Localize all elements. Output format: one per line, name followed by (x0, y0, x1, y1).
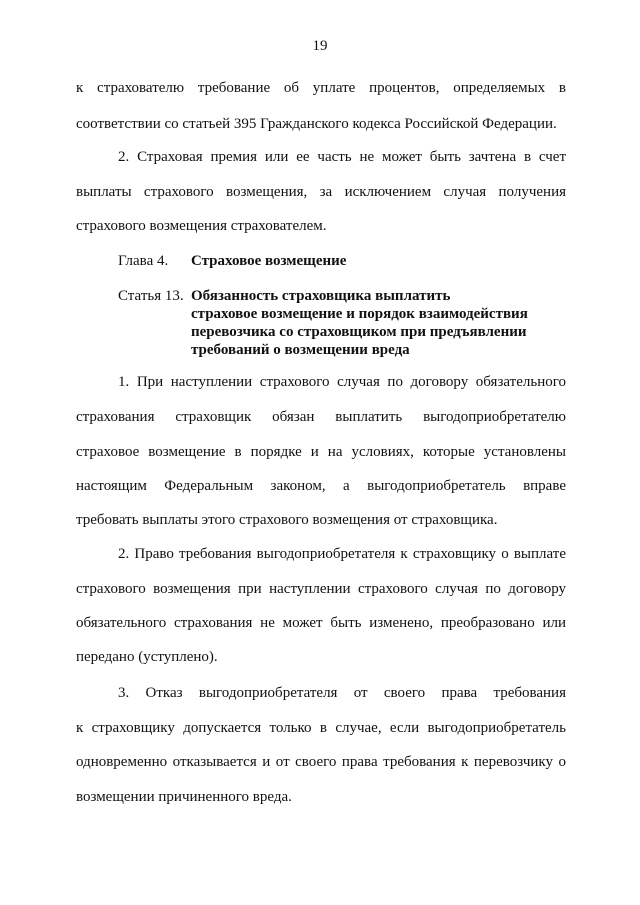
text-line: страхового возмещения страхователем. (76, 218, 327, 234)
chapter-label: Глава 4. (118, 253, 169, 269)
chapter-title: Страховое возмещение (191, 253, 347, 269)
text-line: 3. Отказ выгодоприобретателя от своего права требования (118, 685, 566, 701)
text-line: одновременно отказывается и от своего права требования к перевозчику о (76, 754, 566, 770)
text-line: страхового возмещения при наступлении страхового случая по договору (76, 581, 566, 597)
text-line: обязательного страхования не может быть изменено, преобразовано или (76, 615, 566, 631)
text-line: к страховщику допускается только в случае, если выгодоприобретатель (76, 720, 566, 736)
text-line: настоящим Федеральным законом, а выгодоприобретатель вправе (76, 478, 566, 494)
text-line: к страхователю требование об уплате процентов, определяемых в (76, 80, 566, 96)
text-line: 1. При наступлении страхового случая по договору обязательного (118, 374, 566, 390)
text-line: возмещении причиненного вреда. (76, 789, 292, 805)
text-line: выплаты страхового возмещения, за исключением случая получения (76, 184, 566, 200)
text-line: 2. Право требования выгодоприобретателя к страховщику о выплате (118, 546, 566, 562)
article-label: Статья 13. (118, 288, 184, 304)
article-title-line: перевозчика со страховщиком при предъявлении (191, 324, 527, 340)
text-line: соответствии со статьей 395 Гражданского кодекса Российской Федерации. (76, 116, 557, 132)
text-line: 2. Страховая премия или ее часть не может быть зачтена в счет (118, 149, 566, 165)
text-line: страхования страховщик обязан выплатить выгодоприобретателю (76, 409, 566, 425)
text-line: страховое возмещение в порядке и на условиях, которые установлены (76, 444, 566, 460)
article-title-line: требований о возмещении вреда (191, 342, 410, 358)
text-line: передано (уступлено). (76, 649, 218, 665)
text-line: требовать выплаты этого страхового возмещения от страховщика. (76, 512, 498, 528)
article-title-line: страховое возмещение и порядок взаимодействия (191, 306, 528, 322)
page-number: 19 (312, 38, 328, 54)
article-title-line: Обязанность страховщика выплатить (191, 288, 451, 304)
